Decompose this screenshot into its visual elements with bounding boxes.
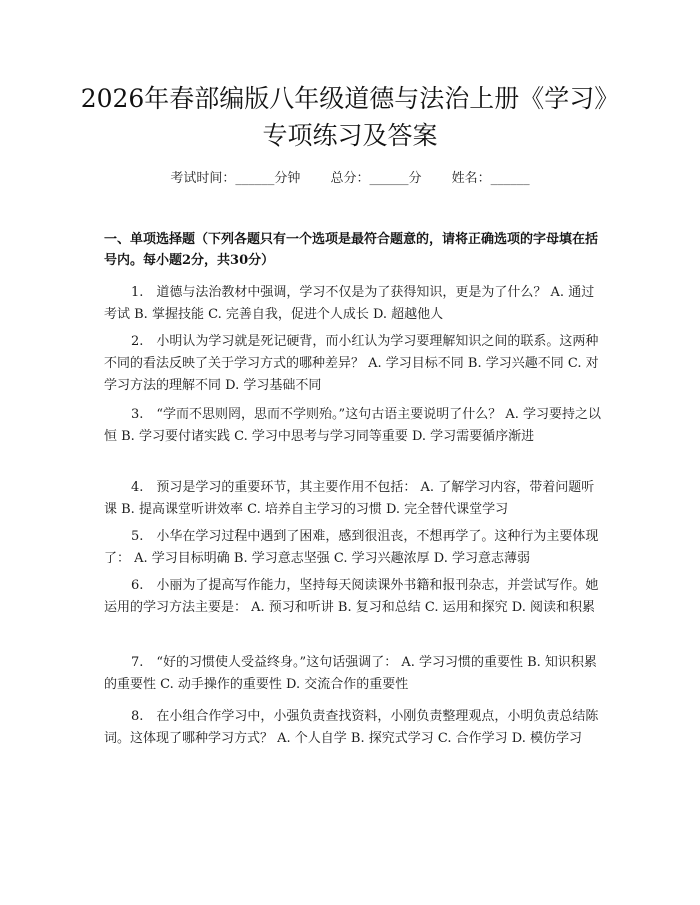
section-heading: 一、单项选择题（下列各题只有一个选项是最符合题意的，请将正确选项的字母填在括号内。每小题2分，共30分） — [104, 232, 599, 268]
question-4: 4. 预习是学习的重要环节，其主要作用不包括： A. 了解学习内容，带着问题听课 B. 提高课堂听讲效率 C. 培养自主学习的习惯 D. 完全替代课堂学习 — [104, 480, 595, 517]
exam-info-line — [0, 170, 700, 188]
question-6: 6. 小丽为了提高写作能力，坚持每天阅读课外书籍和报刊杂志，并尝试写作。她运用的学习方法主要是： A. 预习和听讲 B. 复习和总结 C. 运用和探究 D. 阅读和积累 — [104, 578, 599, 615]
question-8: 8. 在小组合作学习中，小强负责查找资料，小刚负责整理观点，小明负责总结陈词。这体现了哪种学习方式？ A. 个人自学 B. 探究式学习 C. 合作学习 D. 模仿学习 — [104, 709, 599, 746]
question-1: 1. 道德与法治教材中强调，学习不仅是为了获得知识，更是为了什么？ A. 通过考试 B. 掌握技能 C. 完善自我，促进个人成长 D. 超越他人 — [104, 285, 595, 322]
question-2: 2. 小明认为学习就是死记硬背，而小红认为学习要理解知识之间的联系。这两种不同的看法反映了关于学习方式的哪种差异？ A. 学习目标不同 B. 学习兴趣不同 C. 对学习方法的理解不同 D. 学习基础不同 — [104, 334, 599, 393]
question-5: 5. 小华在学习过程中遇到了困难，感到很沮丧，不想再学了。这种行为主要体现了： A. 学习目标明确 B. 学习意志坚强 C. 学习兴趣浓厚 D. 学习意志薄弱 — [104, 529, 599, 566]
question-7: 7. “好的习惯使人受益终身。”这句话强调了： A. 学习习惯的重要性 B. 知识积累的重要性 C. 动手操作的重要性 D. 交流合作的重要性 — [104, 655, 597, 692]
exam-score-field: 总分：______分 — [330, 171, 422, 186]
question-3: 3. “学而不思则罔，思而不学则殆。”这句古语主要说明了什么？ A. 学习要持之以恒 B. 学习要付诸实践 C. 学习中思考与学习同等重要 D. 学习需要循序渐进 — [104, 407, 601, 444]
exam-time-field: 考试时间：______分钟 — [170, 171, 301, 186]
exam-name-field: 姓名：______ — [451, 171, 530, 186]
document-title: 2026年春部编版八年级道德与法治上册《学习》专项练习及答案 — [80, 84, 620, 150]
